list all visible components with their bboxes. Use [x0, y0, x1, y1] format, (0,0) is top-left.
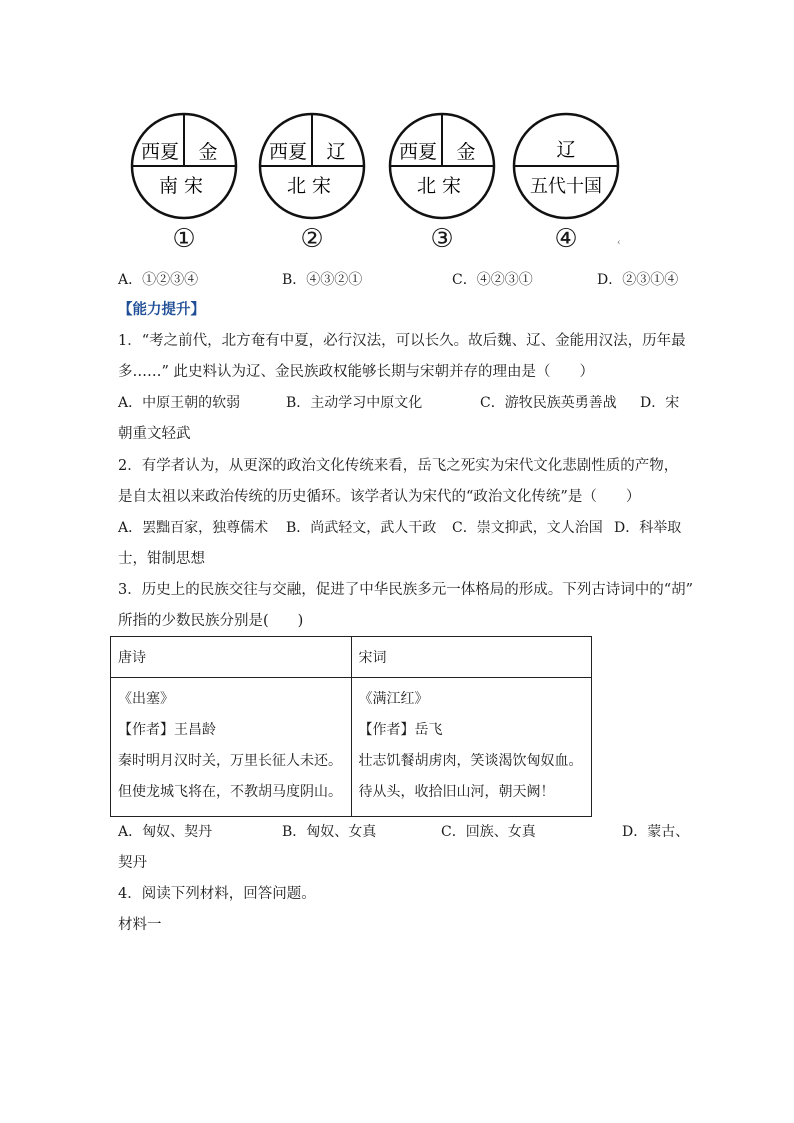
q2-option-a: A．罢黜百家，独尊儒术	[118, 520, 269, 536]
circle-left-label: 西夏	[140, 141, 180, 163]
tang-poem-line2: 但使龙城飞将在，不教胡马度阴山。	[118, 784, 342, 800]
material-one-label: 材料一	[118, 917, 162, 933]
song-poem-line2: 待从头，收拾旧山河，朝天阙！	[358, 784, 555, 800]
circle-diagram-3	[386, 112, 506, 254]
q1-stem-line2: 多……” 此史料认为辽、金民族政权能够长期与宋朝并存的理由是（ ）	[118, 364, 595, 380]
q1-option-d: D．宋	[640, 395, 680, 411]
circle-shape	[510, 112, 622, 220]
circle-bottom-label: 五代十国	[530, 176, 602, 197]
q2-stem-line1: 2．有学者认为，从更深的政治文化传统来看，岳飞之死实为宋代文化悲剧性质的产物，	[118, 458, 679, 474]
circle-diagrams	[128, 112, 628, 262]
circle-right-label: 金	[456, 141, 476, 163]
q4-stem: 4．阅读下列材料，回答问题。	[118, 886, 316, 902]
circle-diagram-4	[510, 112, 630, 254]
song-poem-author: 【作者】岳飞	[358, 722, 443, 738]
section-heading: 【能力提升】	[118, 301, 205, 318]
circle-diagram-1	[128, 112, 248, 254]
circle-shape	[128, 112, 240, 220]
q3-option-a: A．匈奴、契丹	[118, 824, 213, 840]
q1-option-c: C．游牧民族英勇善战	[480, 395, 617, 411]
q1-option-d-wrap: 朝重文轻武	[118, 426, 191, 442]
stray-mark: ‹	[617, 238, 621, 248]
circle-right-label: 金	[198, 141, 218, 163]
q3-option-d: D．蒙古、	[622, 824, 690, 840]
song-poem-cell	[351, 678, 592, 817]
q3-option-c: C．回族、女真	[441, 824, 536, 840]
tang-poem-author: 【作者】王昌龄	[118, 722, 216, 738]
q0-option-d: D．②③①④	[597, 272, 679, 288]
song-poem-title: 《满江红》	[358, 691, 429, 707]
q0-option-c: C．④②③①	[452, 272, 533, 288]
circle-bottom-label: 北宋	[416, 175, 468, 197]
circle-shape	[256, 112, 368, 220]
circle-number: ②	[300, 224, 324, 254]
q1-option-b: B．主动学习中原文化	[286, 395, 423, 411]
tang-poem-cell	[111, 678, 352, 817]
q3-stem-line2: 所指的少数民族分别是( )	[118, 613, 304, 629]
song-poem-line1: 壮志饥餐胡虏肉，笑谈渴饮匈奴血。	[358, 753, 583, 769]
circle-left-label: 西夏	[398, 141, 438, 163]
q0-option-a: A．①②③④	[118, 272, 199, 288]
q0-option-b: B．④③②①	[282, 272, 363, 288]
q1-stem-line1: 1．“考之前代，北方奄有中夏，必行汉法，可以长久。故后魏、辽、金能用汉法，历年最	[118, 333, 686, 349]
table-header-tang: 唐诗	[111, 637, 352, 678]
circle-number: ③	[430, 224, 454, 254]
poem-table	[110, 636, 592, 817]
circle-right-label: 辽	[326, 141, 346, 163]
q3-option-d-wrap: 契丹	[118, 855, 147, 871]
q2-option-c: C．崇文抑武，文人治国	[452, 520, 603, 536]
circle-diagram-2	[256, 112, 376, 254]
table-header-song: 宋词	[351, 637, 592, 678]
q2-option-b: B．尚武轻文，武人干政	[286, 520, 437, 536]
circle-bottom-label: 南宋	[158, 175, 210, 197]
q3-option-b: B．匈奴、女真	[282, 824, 377, 840]
q1-option-a: A．中原王朝的软弱	[118, 395, 241, 411]
q2-stem-line2: 是自太祖以来政治传统的历史循环。该学者认为宋代的“政治文化传统”是（ ）	[118, 489, 641, 505]
q2-option-d: D．科举取	[614, 520, 682, 536]
circle-left-label: 西夏	[268, 141, 308, 163]
circle-shape	[386, 112, 498, 220]
circle-number: ④	[554, 224, 578, 254]
q2-option-d-wrap: 士，钳制思想	[118, 551, 205, 567]
tang-poem-line1: 秦时明月汉时关，万里长征人未还。	[118, 753, 342, 769]
q3-stem-line1: 3．历史上的民族交往与交融，促进了中华民族多元一体格局的形成。下列古诗词中的“胡”	[118, 582, 694, 598]
tang-poem-title: 《出塞》	[118, 691, 174, 707]
circle-top-label: 辽	[556, 139, 576, 161]
circle-bottom-label: 北宋	[286, 175, 338, 197]
circle-number: ①	[172, 224, 196, 254]
